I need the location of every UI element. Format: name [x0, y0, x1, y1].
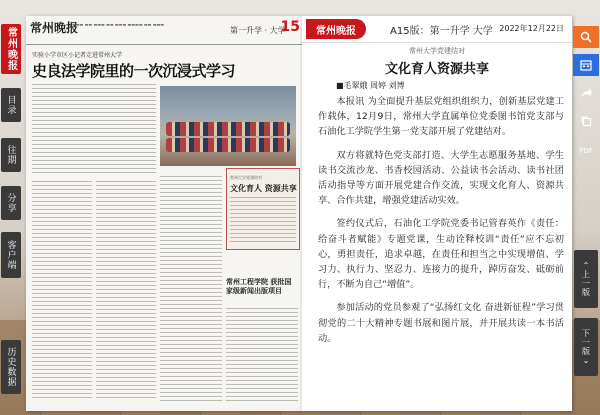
nav-share[interactable]: 分享 [1, 186, 21, 220]
paper-header [26, 16, 302, 45]
chevron-down-icon: ⌄ [582, 356, 590, 365]
pdf-button[interactable]: PDF [579, 147, 593, 155]
brand-logo-tab[interactable]: 常州晚报 [1, 24, 21, 74]
paper-section: 第一升学 · 大学 [230, 26, 286, 35]
sidebar-article-box[interactable] [226, 168, 300, 250]
paper-meta: ▬▬▬ ▬▬ ▬▬▬ ▬▬ ▬▬▬ ▬▬▬▬ ▬▬ ▬▬▬ [72, 22, 165, 27]
next-page-label: 下一版 [581, 329, 591, 356]
share-arrow-icon[interactable] [573, 82, 599, 104]
calendar-icon[interactable] [573, 54, 599, 76]
nav-past[interactable]: 往期 [1, 138, 21, 172]
article-paragraph: 参加活动的党员参观了“弘扬红文化 奋进新征程”学习贯彻党的二十大精神专题书展和图片展，并开展共读一本书活动。 [318, 302, 564, 344]
side-label: 常州大学党建结对 [230, 175, 262, 180]
paper-headline[interactable]: 史良法学院里的一次沉浸式学习 [32, 62, 236, 80]
newspaper-page[interactable] [26, 16, 302, 411]
prev-page-button[interactable] [574, 250, 598, 308]
article-paragraph: 签约仪式后，石油化工学院党委书记管春英作《责任：给奋斗者赋能》专题党课，生动诠释校训“责任”应不忘初心，勇担责任，追求卓越，在责任和担当之中实现增值、学习力、执行力、坚忍力、连接力的提升，踔厉奋发、砥砺前行，不断为自己“增值”。 [318, 218, 564, 291]
text-column [32, 84, 156, 174]
text-column [226, 308, 298, 403]
nav-catalog[interactable]: 目录 [1, 88, 21, 122]
right-toolbar [572, 26, 600, 415]
sidebar-article-2[interactable] [226, 278, 298, 304]
side2-title: 常州工程学院 获批国家级新闻出版项目 [226, 278, 292, 295]
nav-history[interactable]: 历史数据 [1, 340, 21, 394]
article-panel [302, 16, 572, 411]
next-page-button[interactable] [574, 318, 598, 376]
paper-logo: 常州晚报 [30, 21, 79, 35]
search-icon[interactable] [573, 26, 599, 48]
photo-people-row [166, 122, 290, 136]
news-photo[interactable] [160, 86, 296, 166]
copy-icon[interactable] [573, 110, 599, 132]
side-title: 文化育人 资源共享 [230, 184, 297, 193]
text-column [160, 176, 222, 401]
nav-client[interactable]: 客户端 [1, 232, 21, 278]
article-title: 文化育人资源共享 [384, 62, 489, 77]
chevron-up-icon: ⌃ [582, 261, 590, 270]
paper-subtitle: 实验小学市区小记者走进常州大学 [32, 52, 123, 59]
article-header [302, 16, 572, 43]
article-paragraph: 本报讯 为全面提升基层党组织组织力，创新基层党建工作载体，12月9日，常州大学直属单位党委图书馆党支部与石油化工学院学生第一党支部开展了党建结对。 [318, 96, 564, 138]
article-body [318, 94, 564, 354]
prev-page-label: 上一版 [581, 270, 591, 297]
paper-page-number: 15 [280, 19, 300, 35]
article-author: ■毛翠娥 周婷 刘博 [336, 81, 405, 90]
article-date: 2022年12月22日 [499, 24, 564, 33]
photo-people-row [166, 138, 290, 152]
article-paragraph: 双方将就特色党支部打造、大学生志愿服务基地、学生读书交流沙龙、书香校园活动、公益读书会活动、读书社团活动指导等方面开展党建合作交流，实现文化育人、资源共享、合作共建，增强党建活动实效。 [318, 149, 564, 207]
text-column [230, 197, 296, 245]
article-logo: 常州晚报 [306, 19, 366, 39]
article-intro-title: 常州大学党建结对 [409, 47, 465, 55]
text-column [96, 181, 156, 401]
left-nav [0, 0, 22, 415]
article-edition: A15版：第一升学 大学 [390, 26, 493, 37]
text-column [32, 181, 92, 401]
